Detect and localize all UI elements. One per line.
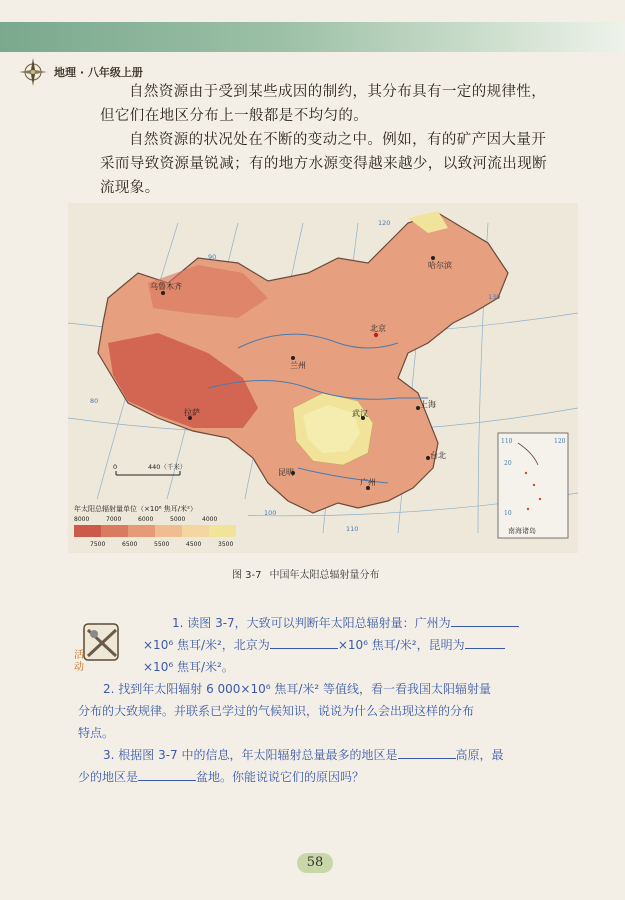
legend-swatch bbox=[209, 525, 236, 537]
svg-text:6500: 6500 bbox=[122, 541, 138, 548]
answer-blank-least-region[interactable] bbox=[138, 780, 196, 781]
svg-text:5500: 5500 bbox=[154, 541, 170, 548]
svg-text:武汉: 武汉 bbox=[352, 409, 368, 418]
svg-text:7000: 7000 bbox=[106, 516, 122, 523]
svg-text:3500: 3500 bbox=[218, 541, 234, 548]
question-2-line-1: 2. 找到年太阳辐射 6 000×10⁶ 焦耳/米² 等值线，看一看我国太阳辐射量 bbox=[103, 682, 492, 696]
legend-swatch bbox=[74, 525, 101, 537]
book-title: 地理 · 八年级上册 bbox=[54, 66, 143, 79]
svg-text:上海: 上海 bbox=[420, 400, 436, 409]
question-1-line-1: 1. 读图 3-7，大致可以判断年太阳总辐射量：广州为 bbox=[172, 612, 519, 634]
svg-text:4500: 4500 bbox=[186, 541, 202, 548]
answer-blank-beijing[interactable] bbox=[270, 648, 338, 649]
paragraph-1: 自然资源由于受到某些成因的制约，其分布具有一定的规律性，但它们在地区分布上一般都是不均匀的。 bbox=[100, 84, 547, 124]
figure-title: 中国年太阳总辐射量分布 bbox=[269, 570, 380, 581]
question-1-line-3: ×10⁶ 焦耳/米²。 bbox=[143, 660, 234, 674]
activity-tools-icon bbox=[72, 620, 132, 672]
page-number: 58 bbox=[297, 853, 333, 873]
solar-radiation-map bbox=[68, 203, 578, 553]
question-3-line-2: 少的地区是 盆地。你能说说它们的原因吗？ bbox=[78, 770, 365, 784]
svg-text:100: 100 bbox=[264, 509, 277, 517]
svg-text:4000: 4000 bbox=[202, 516, 218, 523]
svg-text:拉萨: 拉萨 bbox=[184, 408, 200, 417]
top-color-band bbox=[0, 22, 625, 52]
svg-text:8000: 8000 bbox=[74, 516, 90, 523]
question-1-line-2: ×10⁶ 焦耳/米²，北京为 ×10⁶ 焦耳/米²，昆明为 bbox=[143, 634, 505, 656]
compass-rose-icon bbox=[18, 57, 48, 87]
svg-text:7500: 7500 bbox=[90, 541, 106, 548]
svg-text:130: 130 bbox=[488, 293, 501, 301]
svg-text:年太阳总辐射量单位（×10⁶ 焦耳/米²）: 年太阳总辐射量单位（×10⁶ 焦耳/米²） bbox=[74, 505, 197, 513]
legend-swatch bbox=[128, 525, 155, 537]
figure-caption bbox=[232, 566, 388, 581]
svg-text:0: 0 bbox=[113, 463, 118, 471]
inset-label: 南海诸岛 bbox=[508, 527, 536, 535]
svg-text:活: 活 bbox=[74, 650, 84, 661]
svg-text:110: 110 bbox=[346, 525, 359, 533]
legend-swatch bbox=[182, 525, 209, 537]
svg-text:昆明: 昆明 bbox=[278, 468, 294, 477]
answer-blank-most-region[interactable] bbox=[398, 758, 456, 759]
legend-swatch bbox=[155, 525, 182, 537]
svg-text:120: 120 bbox=[378, 219, 391, 227]
svg-text:广州: 广州 bbox=[360, 478, 376, 487]
svg-text:20: 20 bbox=[504, 460, 512, 467]
legend bbox=[68, 499, 248, 553]
city-kunming bbox=[278, 468, 295, 477]
svg-text:10: 10 bbox=[504, 510, 512, 517]
svg-text:哈尔滨: 哈尔滨 bbox=[428, 261, 452, 270]
paragraph-2: 自然资源的状况处在不断的变动之中。例如，有的矿产因大量开采而导致资源量锐减；有的地方水源变得越来越少，以致河流出现断流现象。 bbox=[100, 132, 547, 196]
svg-text:台北: 台北 bbox=[430, 451, 446, 460]
svg-text:80: 80 bbox=[90, 397, 99, 405]
svg-text:110: 110 bbox=[501, 438, 513, 445]
figure-number: 图 3-7 bbox=[232, 570, 262, 581]
legend-swatch bbox=[101, 525, 128, 537]
svg-text:5000: 5000 bbox=[170, 516, 186, 523]
svg-text:北京: 北京 bbox=[370, 324, 386, 333]
svg-text:6000: 6000 bbox=[138, 516, 154, 523]
svg-text:120: 120 bbox=[554, 438, 566, 445]
svg-text:兰州: 兰州 bbox=[290, 361, 306, 370]
svg-text:90: 90 bbox=[208, 253, 217, 261]
question-2-line-3: 特点。 bbox=[78, 726, 115, 740]
answer-blank-kunming[interactable] bbox=[465, 648, 505, 649]
svg-text:440（千米）: 440（千米） bbox=[148, 463, 187, 471]
question-2-line-2: 分布的大致规律。并联系已学过的气候知识，说说为什么会出现这样的分布 bbox=[78, 704, 475, 718]
svg-text:动: 动 bbox=[74, 662, 84, 672]
svg-text:乌鲁木齐: 乌鲁木齐 bbox=[150, 282, 182, 291]
answer-blank-guangzhou[interactable] bbox=[451, 626, 519, 627]
question-3-line-1: 3. 根据图 3-7 中的信息，年太阳辐射总量最多的地区是 高原，最 bbox=[103, 748, 504, 762]
